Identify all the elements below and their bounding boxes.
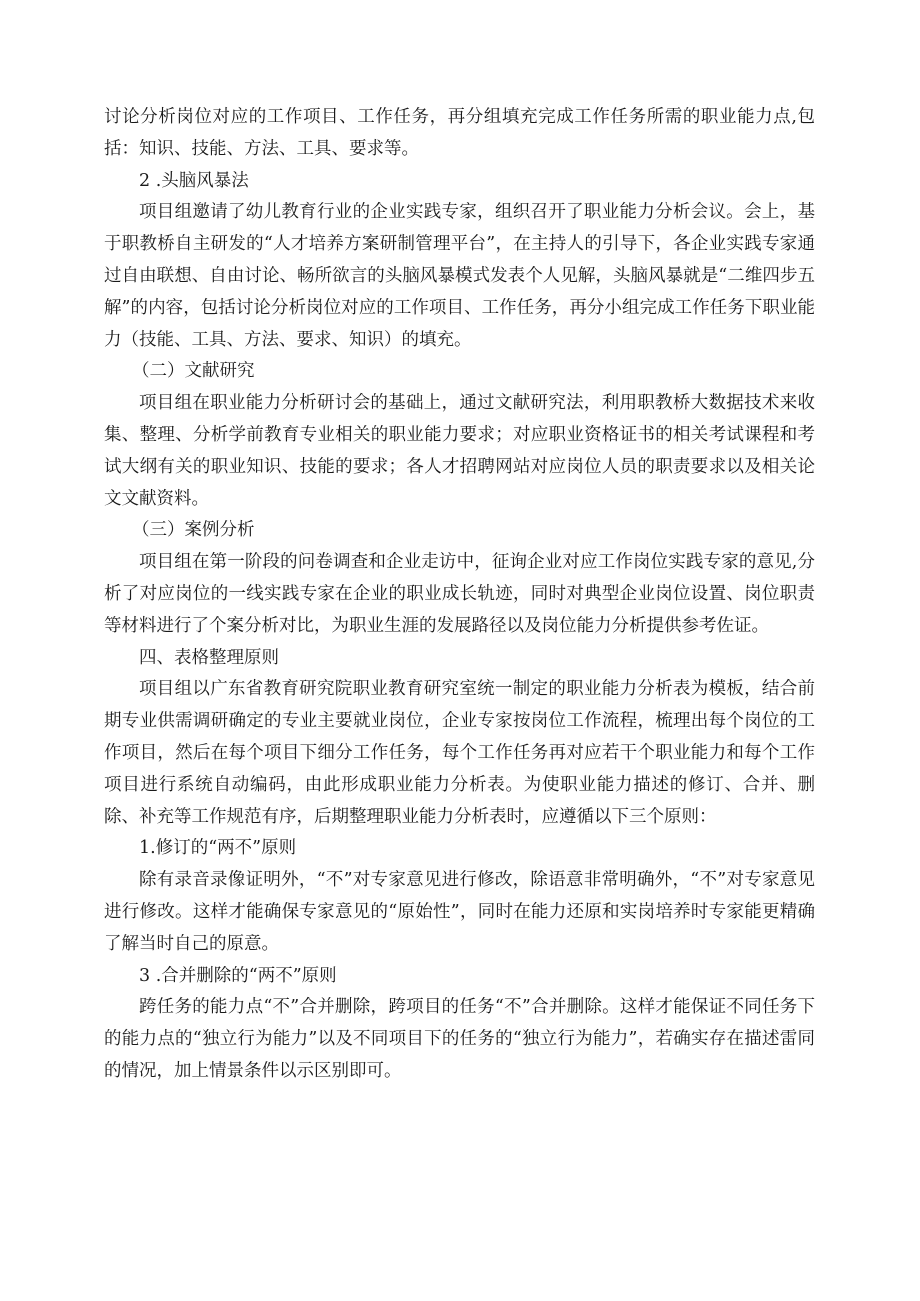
heading-merge-delete-principle: 3 .合并删除的“两不”原则 xyxy=(139,965,337,986)
paragraph-table-principles: 项目组以广东省教育研究院职业教育研究室统一制定的职业能力分析表为模板，结合前期专业供需调研确定的专业主要就业岗位，企业专家按岗位工作流程，梳理出每个岗位的工作项目，然后在每个项目下细分工作任务，每个工作任务再对应若干个职业能力和每个工作项目进行系统自动编码，由此形成职业能力分析表。为使职业能力描述的修订、合并、删除、补充等工作规范有序，后期整理职业能力分析表时，应遵循以下三个原则： xyxy=(104,679,815,827)
paragraph-continued: 讨论分析岗位对应的工作项目、工作任务，再分组填充完成工作任务所需的职业能力点,包括：知识、技能、方法、工具、要求等。 xyxy=(104,107,815,159)
paragraph-case-analysis: 项目组在第一阶段的问卷调查和企业走访中，征询企业对应工作岗位实践专家的意见,分析了对应岗位的一线实践专家在企业的职业成长轨迹，同时对典型企业岗位设置、岗位职责等材料进行了个案分析对比，为职业生涯的发展路径以及岗位能力分析提供参考佐证。 xyxy=(104,552,815,636)
paragraph-brainstorming: 项目组邀请了幼儿教育行业的企业实践专家，组织召开了职业能力分析会议。会上，基于职教桥自主研发的“人才培养方案研制管理平台”，在主持人的引导下，各企业实践专家通过自由联想、自由讨论、畅所欲言的头脑风暴模式发表个人见解，头脑风暴就是“二维四步五解”的内容，包括讨论分析岗位对应的工作项目、工作任务，再分小组完成工作任务下职业能力（技能、工具、方法、要求、知识）的填充。 xyxy=(104,202,815,350)
paragraph-literature-research: 项目组在职业能力分析研讨会的基础上，通过文献研究法，利用职教桥大数据技术来收集、整理、分析学前教育专业相关的职业能力要求；对应职业资格证书的相关考试课程和考试大纲有关的职业知识、技能的要求；各人才招聘网站对应岗位人员的职责要求以及相关论文文献资料。 xyxy=(104,393,815,509)
heading-brainstorming: 2 .头脑风暴法 xyxy=(139,170,249,191)
heading-table-principles: 四、表格整理原则 xyxy=(139,647,279,668)
paragraph-merge-delete-principle: 跨任务的能力点“不”合并删除，跨项目的任务“不”合并删除。这样才能保证不同任务下的能力点的“独立行为能力”以及不同项目下的任务的“独立行为能力”，若确实存在描述雷同的情况，加上情景条件以示区别即可。 xyxy=(104,997,815,1081)
heading-revision-principle: 1.修订的“两不”原则 xyxy=(139,838,297,859)
heading-case-analysis: （三）案例分析 xyxy=(132,520,255,541)
heading-literature-research: （二）文献研究 xyxy=(132,361,255,382)
paragraph-revision-principle: 除有录音录像证明外，“不”对专家意见进行修改，除语意非常明确外，“不”对专家意见进行修改。这样才能确保专家意见的“原始性”，同时在能力还原和实岗培养时专家能更精确了解当时自己的原意。 xyxy=(104,870,815,954)
